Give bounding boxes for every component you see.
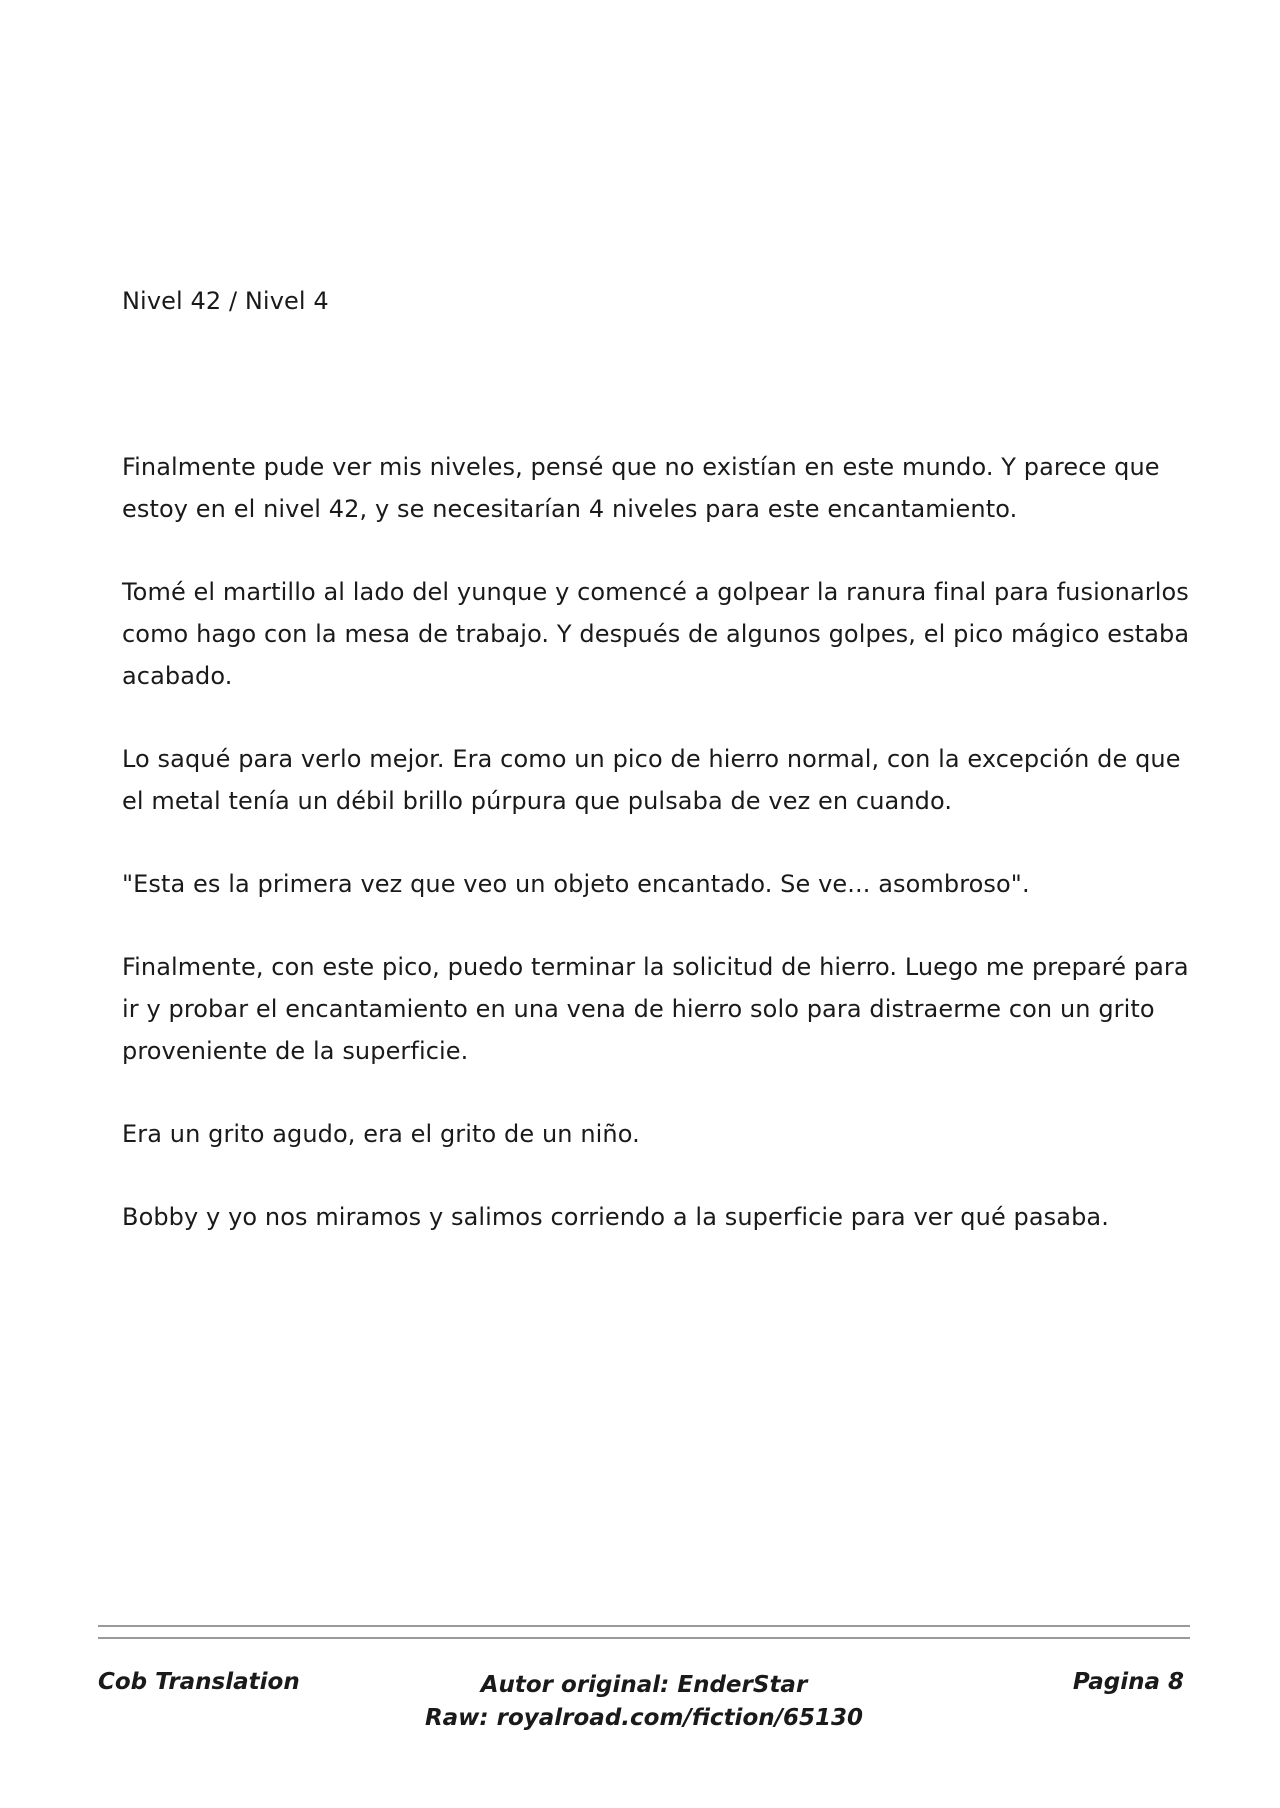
paragraph: Finalmente, con este pico, puedo terminar la solicitud de hierro. Luego me preparé para ir y probar el encantamiento en una vena de hierro solo para distraerme con un grito proveniente de la superficie. [122, 953, 1189, 1065]
level-heading: Nivel 42 / Nivel 4 [122, 287, 329, 315]
footer-source: Raw: royalroad.com/fiction/65130 [424, 1705, 864, 1731]
paragraph: Bobby y yo nos miramos y salimos corriendo a la superficie para ver qué pasaba. [122, 1203, 1109, 1231]
footer-divider-top [98, 1625, 1190, 1627]
footer-divider-bottom [98, 1637, 1190, 1639]
paragraph: Finalmente pude ver mis niveles, pensé que no existían en este mundo. Y parece que estoy en el nivel 42, y se necesitarían 4 niveles para este encantamiento. [122, 453, 1160, 523]
footer-author: Autor original: EnderStar [480, 1672, 808, 1698]
footer-translator: Cob Translation [98, 1669, 300, 1695]
footer-page-number: Pagina 8 [1072, 1669, 1184, 1695]
paragraph: "Esta es la primera vez que veo un objeto encantado. Se ve... asombroso". [122, 870, 1030, 898]
paragraph: Tomé el martillo al lado del yunque y comencé a golpear la ranura final para fusionarlos como hago con la mesa de trabajo. Y después de algunos golpes, el pico mágico estaba acabado. [122, 578, 1190, 690]
paragraph: Lo saqué para verlo mejor. Era como un pico de hierro normal, con la excepción de que el metal tenía un débil brillo púrpura que pulsaba de vez en cuando. [122, 745, 1181, 815]
paragraph: Era un grito agudo, era el grito de un niño. [122, 1120, 640, 1148]
